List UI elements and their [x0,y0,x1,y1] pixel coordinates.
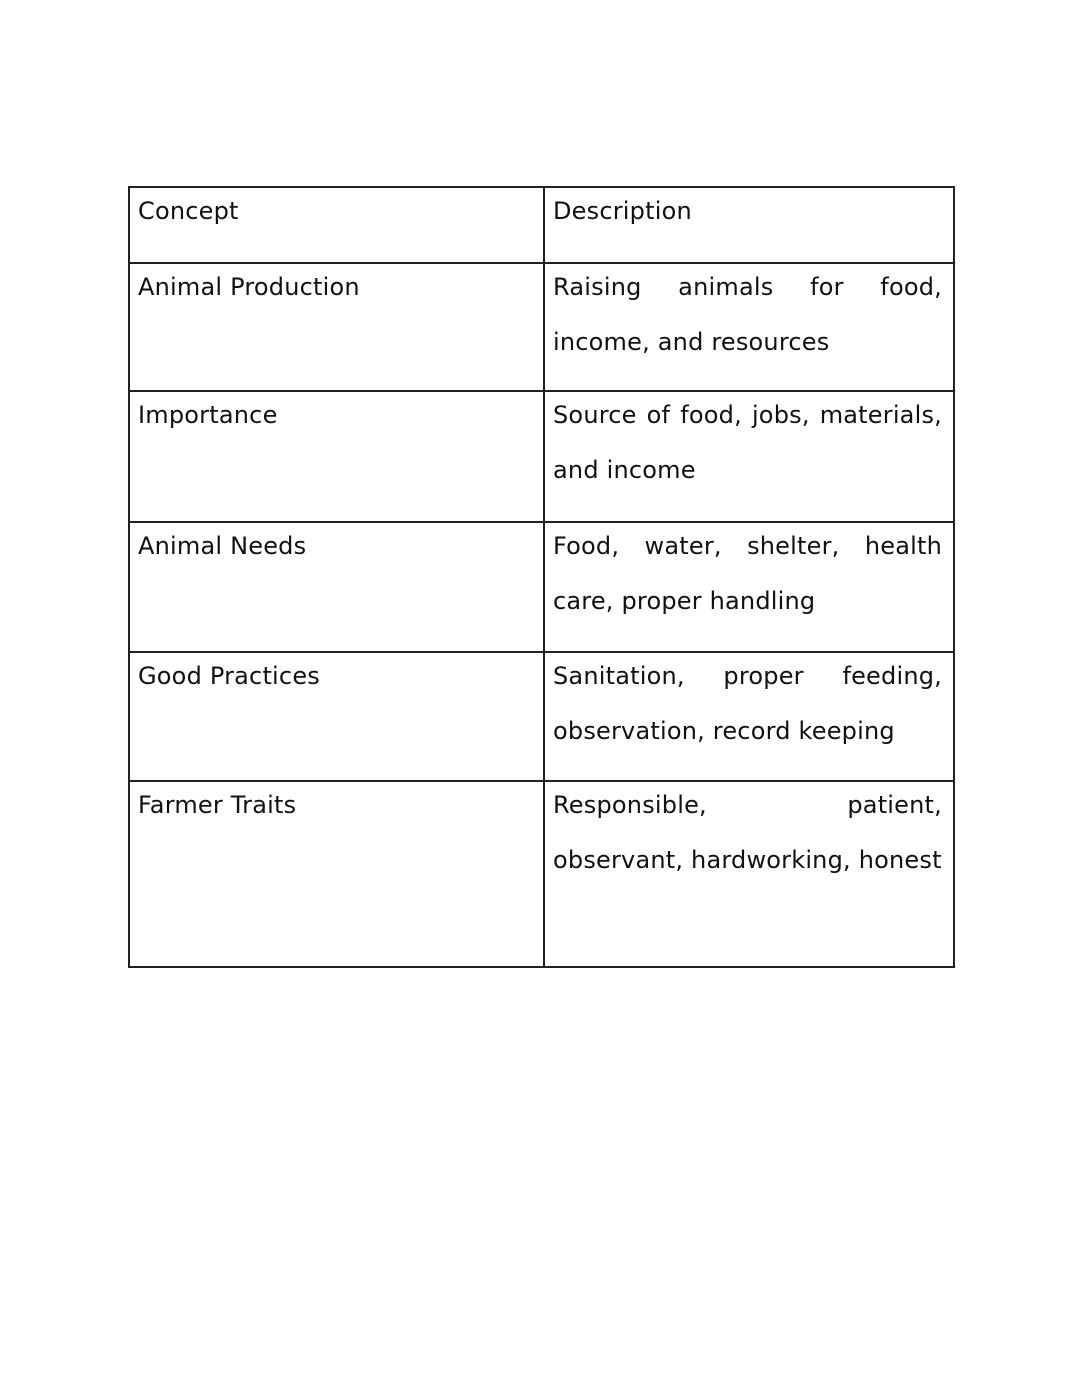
concept-cell: Farmer Traits [129,781,544,967]
header-cell-description: Description [544,187,954,263]
description-cell: Raising animals for food, income, and resources [544,263,954,391]
table-row [129,263,954,391]
table-row [129,391,954,522]
concept-cell: Animal Needs [129,522,544,652]
description-cell: Sanitation, proper feeding, observation, record keeping [544,652,954,781]
concept-cell: Good Practices [129,652,544,781]
table-header-row [129,187,954,263]
description-cell: Source of food, jobs, materials, and income [544,391,954,522]
description-cell: Food, water, shelter, health care, proper handling [544,522,954,652]
table-row [129,781,954,967]
concepts-table [128,186,955,968]
table-row [129,522,954,652]
header-cell-concept: Concept [129,187,544,263]
description-cell: Responsible, patient, observant, hardworking, honest [544,781,954,967]
concept-cell: Animal Production [129,263,544,391]
table-row [129,652,954,781]
concept-cell: Importance [129,391,544,522]
